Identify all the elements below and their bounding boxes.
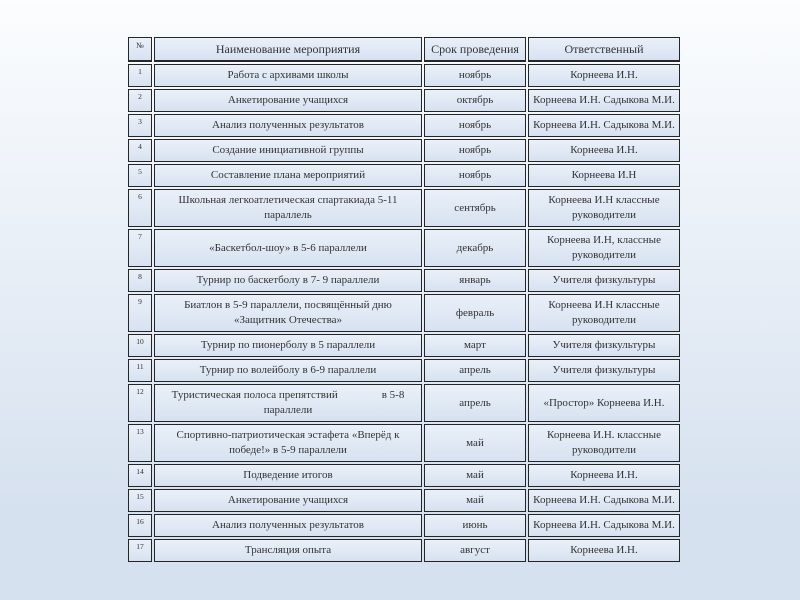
event-term: декабрь xyxy=(424,229,526,267)
event-name: Биатлон в 5-9 параллели, посвящённый дню «Защитник Отечества» xyxy=(154,294,422,332)
event-name: Туристическая полоса препятствий в 5-8 параллели xyxy=(154,384,422,422)
row-number: 8 xyxy=(128,269,152,292)
row-number: 16 xyxy=(128,514,152,537)
row-number: 4 xyxy=(128,139,152,162)
table-row xyxy=(128,464,680,487)
event-responsible: Учителя физкультуры xyxy=(528,359,680,382)
row-number: 2 xyxy=(128,89,152,112)
row-number: 6 xyxy=(128,189,152,227)
event-term: январь xyxy=(424,269,526,292)
header-number: № xyxy=(128,37,152,62)
event-term: ноябрь xyxy=(424,64,526,87)
row-number: 9 xyxy=(128,294,152,332)
table-row xyxy=(128,189,680,227)
table-row xyxy=(128,539,680,562)
event-term: май xyxy=(424,464,526,487)
table-row xyxy=(128,229,680,267)
row-number: 12 xyxy=(128,384,152,422)
event-responsible: Корнеева И.Н, классные руководители xyxy=(528,229,680,267)
event-name: Подведение итогов xyxy=(154,464,422,487)
event-responsible: «Простор» Корнеева И.Н. xyxy=(528,384,680,422)
event-name: Анализ полученных результатов xyxy=(154,514,422,537)
event-term: ноябрь xyxy=(424,114,526,137)
event-responsible: Корнеева И.Н. Садыкова М.И. xyxy=(528,114,680,137)
event-name: Турнир по пионерболу в 5 параллели xyxy=(154,334,422,357)
event-name: Школьная легкоатлетическая спартакиада 5-11 параллель xyxy=(154,189,422,227)
row-number: 17 xyxy=(128,539,152,562)
table-row xyxy=(128,384,680,422)
event-responsible: Корнеева И.Н. xyxy=(528,139,680,162)
event-name: Трансляция опыта xyxy=(154,539,422,562)
event-responsible: Корнеева И.Н. классные руководители xyxy=(528,424,680,462)
event-term: сентябрь xyxy=(424,189,526,227)
event-name: Спортивно-патриотическая эстафета «Вперёд к победе!» в 5-9 параллели xyxy=(154,424,422,462)
event-term: март xyxy=(424,334,526,357)
table-body xyxy=(128,64,680,562)
event-responsible: Корнеева И.Н. Садыкова М.И. xyxy=(528,514,680,537)
event-term: апрель xyxy=(424,384,526,422)
event-term: июнь xyxy=(424,514,526,537)
event-term: февраль xyxy=(424,294,526,332)
table-row xyxy=(128,269,680,292)
table-row xyxy=(128,489,680,512)
table-row xyxy=(128,334,680,357)
table-row xyxy=(128,424,680,462)
row-number: 10 xyxy=(128,334,152,357)
row-number: 5 xyxy=(128,164,152,187)
event-name: «Баскетбол-шоу» в 5-6 параллели xyxy=(154,229,422,267)
table-row xyxy=(128,359,680,382)
event-name: Турнир по баскетболу в 7- 9 параллели xyxy=(154,269,422,292)
event-responsible: Корнеева И.Н. xyxy=(528,539,680,562)
table-row xyxy=(128,294,680,332)
event-responsible: Корнеева И.Н. Садыкова М.И. xyxy=(528,489,680,512)
row-number: 11 xyxy=(128,359,152,382)
event-responsible: Корнеева И.Н классные руководители xyxy=(528,294,680,332)
event-name: Анализ полученных результатов xyxy=(154,114,422,137)
event-term: октябрь xyxy=(424,89,526,112)
event-term: ноябрь xyxy=(424,164,526,187)
event-responsible: Корнеева И.Н. Садыкова М.И. xyxy=(528,89,680,112)
event-name: Работа с архивами школы xyxy=(154,64,422,87)
table-header xyxy=(128,37,680,62)
event-term: август xyxy=(424,539,526,562)
header-row xyxy=(128,37,680,62)
row-number: 13 xyxy=(128,424,152,462)
event-name: Анкетирование учащихся xyxy=(154,89,422,112)
header-term: Срок проведения xyxy=(424,37,526,62)
table-row xyxy=(128,139,680,162)
table-row xyxy=(128,114,680,137)
event-responsible: Корнеева И.Н xyxy=(528,164,680,187)
row-number: 15 xyxy=(128,489,152,512)
event-name: Создание инициативной группы xyxy=(154,139,422,162)
event-responsible: Учителя физкультуры xyxy=(528,334,680,357)
event-term: май xyxy=(424,489,526,512)
table-row xyxy=(128,164,680,187)
header-responsible: Ответственный xyxy=(528,37,680,62)
event-responsible: Корнеева И.Н. xyxy=(528,64,680,87)
event-name: Составление плана мероприятий xyxy=(154,164,422,187)
event-responsible: Учителя физкультуры xyxy=(528,269,680,292)
event-responsible: Корнеева И.Н. xyxy=(528,464,680,487)
event-term: ноябрь xyxy=(424,139,526,162)
row-number: 3 xyxy=(128,114,152,137)
row-number: 14 xyxy=(128,464,152,487)
event-plan-table xyxy=(126,35,682,564)
event-responsible: Корнеева И.Н классные руководители xyxy=(528,189,680,227)
event-name: Анкетирование учащихся xyxy=(154,489,422,512)
header-event-name: Наименование мероприятия xyxy=(154,37,422,62)
row-number: 7 xyxy=(128,229,152,267)
row-number: 1 xyxy=(128,64,152,87)
table-row xyxy=(128,64,680,87)
table-row xyxy=(128,89,680,112)
event-term: май xyxy=(424,424,526,462)
event-term: апрель xyxy=(424,359,526,382)
event-name: Турнир по волейболу в 6-9 параллели xyxy=(154,359,422,382)
table-row xyxy=(128,514,680,537)
